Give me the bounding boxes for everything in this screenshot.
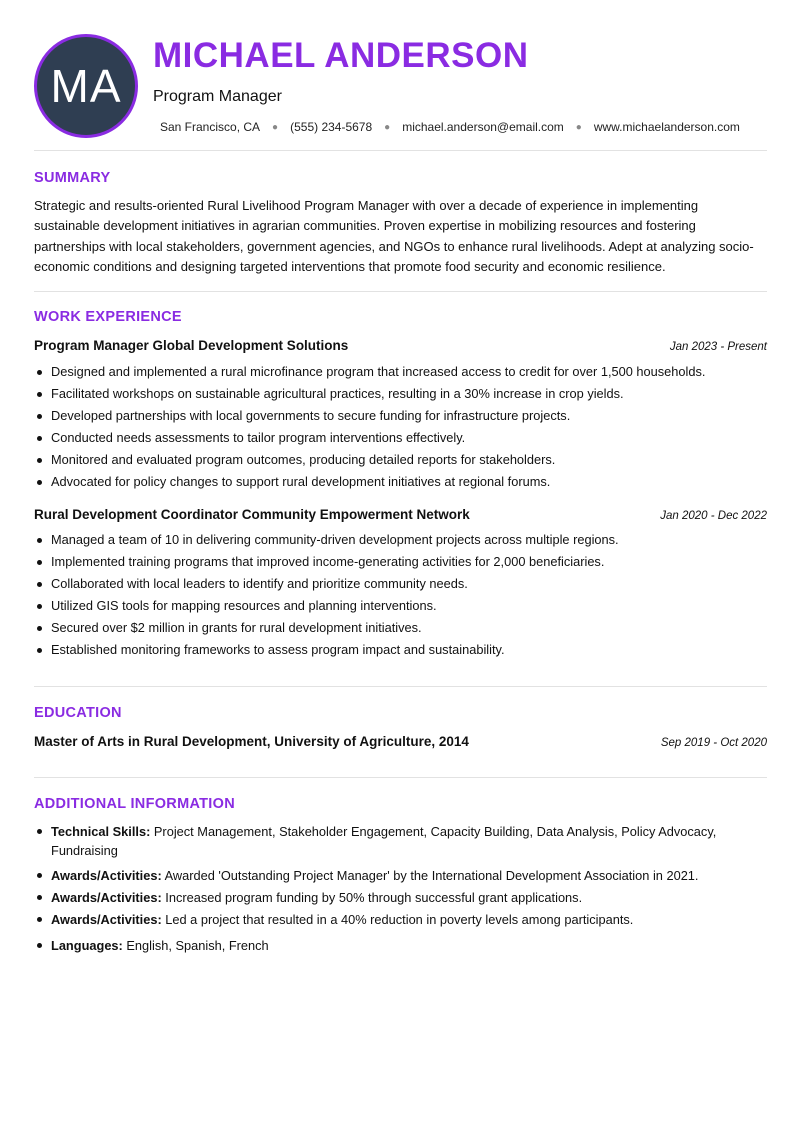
job-dates: Jan 2020 - Dec 2022	[660, 510, 767, 522]
list-item	[34, 910, 767, 929]
list-item: Managed a team of 10 in delivering community-driven development projects across multiple regions.	[34, 529, 767, 551]
candidate-name: MICHAEL ANDERSON	[153, 36, 529, 75]
info-text: Awarded 'Outstanding Project Manager' by the International Development Association in 2021.	[161, 868, 699, 883]
list-item: Established monitoring frameworks to assess program impact and sustainability.	[34, 639, 767, 661]
summary-heading: SUMMARY	[34, 170, 111, 186]
contact-phone: (555) 234-5678	[290, 120, 373, 134]
separator-dot: ●	[384, 121, 391, 133]
info-label: Awards/Activities:	[51, 868, 162, 883]
education-entry	[34, 734, 767, 749]
list-item	[34, 888, 767, 907]
info-label: Awards/Activities:	[51, 890, 162, 905]
list-item	[34, 936, 767, 955]
divider	[34, 777, 767, 778]
divider	[34, 150, 767, 151]
job-title: Rural Development Coordinator Community Empowerment Network	[34, 507, 470, 522]
job-header	[34, 338, 767, 353]
degree: Master of Arts in Rural Development, University of Agriculture, 2014	[34, 734, 469, 749]
contact-location: San Francisco, CA	[160, 120, 261, 134]
info-label: Languages:	[51, 938, 123, 953]
job-dates: Jan 2023 - Present	[669, 341, 767, 353]
summary-text: Strategic and results-oriented Rural Livelihood Program Manager with over a decade of experience in implementing sustainable development initiatives in agrarian communities. Proven expertise in mobilizing resources and fostering partnerships with local stakeholders, government agencies, and NGOs to enhance rural livelihoods. Adept at analyzing socio-economic conditions and designing targeted interventions that promote food security and economic resilience.	[34, 198, 754, 274]
list-item	[34, 822, 767, 860]
education-dates: Sep 2019 - Oct 2020	[660, 737, 767, 749]
contact-website: www.michaelanderson.com	[593, 120, 740, 134]
info-text: Increased program funding by 50% through successful grant applications.	[161, 890, 583, 905]
education-heading: EDUCATION	[34, 705, 122, 721]
contact-line	[160, 120, 740, 134]
separator-dot: ●	[272, 121, 279, 133]
separator-dot: ●	[575, 121, 582, 133]
contact-email: michael.anderson@email.com	[402, 120, 564, 134]
info-text: Project Management, Stakeholder Engagement, Capacity Building, Data Analysis, Policy Advocacy, Fundraising	[51, 824, 717, 858]
info-label: Technical Skills:	[51, 824, 151, 839]
list-item: Utilized GIS tools for mapping resources and planning interventions.	[34, 595, 767, 617]
list-item: Secured over $2 million in grants for rural development initiatives.	[34, 617, 767, 639]
list-item: Developed partnerships with local governments to secure funding for infrastructure projects.	[34, 405, 767, 427]
info-text: Led a project that resulted in a 40% reduction in poverty levels among participants.	[161, 912, 634, 927]
info-label: Awards/Activities:	[51, 912, 162, 927]
work-experience-heading: WORK EXPERIENCE	[34, 309, 182, 325]
divider	[34, 291, 767, 292]
list-item: Advocated for policy changes to support rural development initiatives at regional forums.	[34, 471, 767, 493]
job-header	[34, 507, 767, 522]
list-item: Implemented training programs that improved income-generating activities for 2,000 beneficiaries.	[34, 551, 767, 573]
job-bullets	[34, 361, 767, 493]
list-item: Conducted needs assessments to tailor program interventions effectively.	[34, 427, 767, 449]
list-item	[34, 866, 767, 885]
list-item: Collaborated with local leaders to identify and prioritize community needs.	[34, 573, 767, 595]
avatar	[34, 34, 138, 138]
additional-info-heading: ADDITIONAL INFORMATION	[34, 796, 235, 812]
additional-info-list	[34, 822, 767, 955]
job-title: Program Manager Global Development Solutions	[34, 338, 349, 353]
candidate-role: Program Manager	[153, 88, 282, 105]
list-item: Designed and implemented a rural microfinance program that increased access to credit for over 1,500 households.	[34, 361, 767, 383]
info-text: English, Spanish, French	[122, 938, 269, 953]
avatar-initials: MA	[50, 60, 122, 112]
divider	[34, 686, 767, 687]
list-item: Facilitated workshops on sustainable agricultural practices, resulting in a 30% increase in crop yields.	[34, 383, 767, 405]
job-bullets	[34, 529, 767, 661]
list-item: Monitored and evaluated program outcomes, producing detailed reports for stakeholders.	[34, 449, 767, 471]
